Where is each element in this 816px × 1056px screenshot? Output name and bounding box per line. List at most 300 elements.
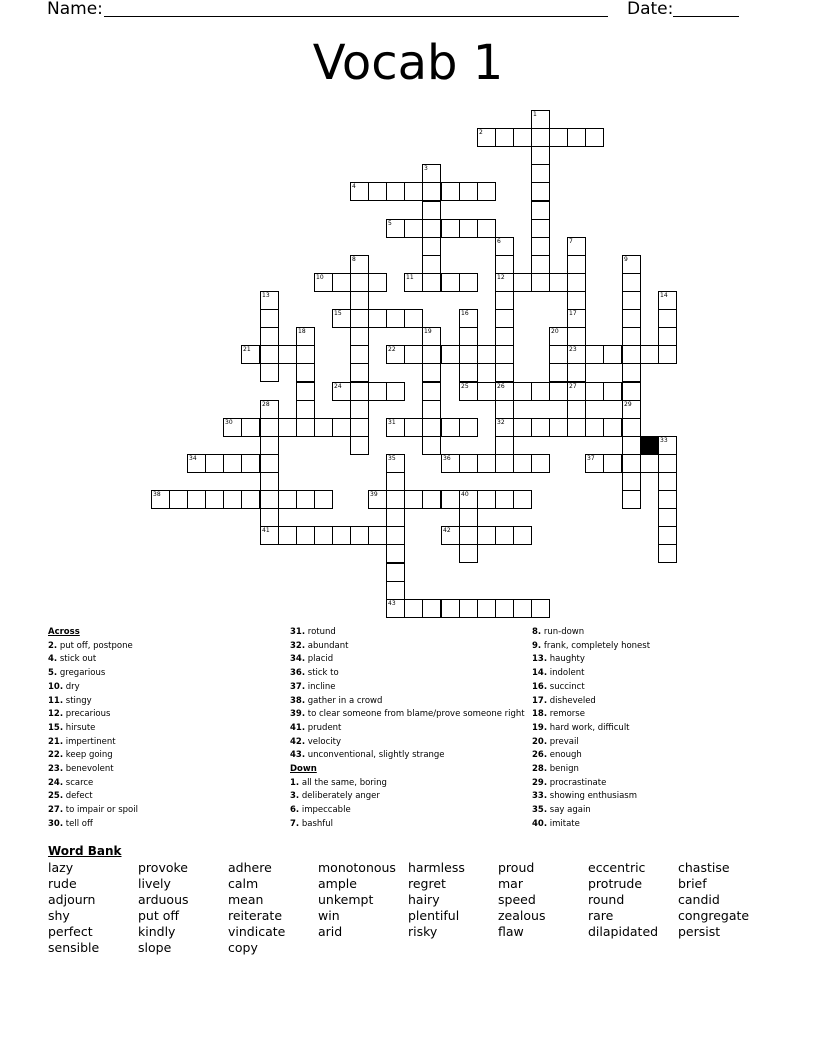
- grid-cell[interactable]: [658, 490, 677, 509]
- grid-cell[interactable]: [567, 382, 586, 401]
- grid-cell[interactable]: [495, 309, 514, 328]
- clue-number: 20: [551, 328, 559, 335]
- grid-cell[interactable]: [567, 400, 586, 419]
- grid-cell[interactable]: [332, 273, 351, 292]
- grid-cell[interactable]: [531, 382, 550, 401]
- grid-cell[interactable]: [350, 418, 369, 437]
- grid-cell[interactable]: [278, 526, 297, 545]
- grid-cell[interactable]: [386, 526, 405, 545]
- clue-item: [290, 653, 530, 667]
- grid-cell[interactable]: [531, 599, 550, 618]
- word-bank-item: mar: [498, 876, 523, 891]
- word-bank-item: calm: [228, 876, 259, 891]
- clue-number: 15.: [48, 722, 64, 733]
- grid-cell[interactable]: [314, 490, 333, 509]
- grid-cell[interactable]: [477, 454, 496, 473]
- grid-cell[interactable]: [187, 454, 206, 473]
- grid-cell[interactable]: [531, 201, 550, 220]
- grid-cell[interactable]: [368, 382, 387, 401]
- grid-cell[interactable]: [567, 327, 586, 346]
- clue-text: imitate: [549, 818, 580, 829]
- grid-cell[interactable]: [404, 273, 423, 292]
- grid-cell[interactable]: [422, 327, 441, 346]
- clue-item: [48, 763, 288, 777]
- grid-cell[interactable]: [260, 327, 279, 346]
- grid-cell[interactable]: [386, 382, 405, 401]
- grid-cell[interactable]: [350, 327, 369, 346]
- grid-cell[interactable]: [368, 309, 387, 328]
- grid-cell[interactable]: [567, 309, 586, 328]
- grid-cell[interactable]: [549, 327, 568, 346]
- grid-cell[interactable]: [531, 164, 550, 183]
- grid-cell[interactable]: [386, 345, 405, 364]
- grid-cell[interactable]: [404, 418, 423, 437]
- grid-cell[interactable]: [622, 472, 641, 491]
- grid-cell[interactable]: [422, 219, 441, 238]
- grid-cell[interactable]: [585, 418, 604, 437]
- clue-text: all the same, boring: [301, 777, 387, 788]
- grid-cell[interactable]: [260, 508, 279, 527]
- grid-cell[interactable]: [622, 255, 641, 274]
- grid-cell[interactable]: [658, 508, 677, 527]
- grid-cell[interactable]: [223, 490, 242, 509]
- grid-cell[interactable]: [422, 599, 441, 618]
- grid-cell[interactable]: [640, 345, 659, 364]
- clue-item: [290, 777, 530, 791]
- clue-item: [532, 749, 772, 763]
- clue-number: 29: [624, 401, 632, 408]
- grid-cell[interactable]: [422, 345, 441, 364]
- clue-number: 20.: [532, 736, 548, 747]
- grid-cell[interactable]: [567, 345, 586, 364]
- grid-cell[interactable]: [350, 291, 369, 310]
- grid-cell[interactable]: [477, 128, 496, 147]
- grid-cell[interactable]: [495, 526, 514, 545]
- clue-number: 42.: [290, 736, 306, 747]
- grid-cell[interactable]: [350, 526, 369, 545]
- grid-cell[interactable]: [260, 345, 279, 364]
- grid-cell[interactable]: [658, 472, 677, 491]
- grid-cell[interactable]: [513, 490, 532, 509]
- grid-cell[interactable]: [477, 219, 496, 238]
- grid-cell[interactable]: [585, 345, 604, 364]
- grid-cell[interactable]: [495, 490, 514, 509]
- grid-cell[interactable]: [477, 382, 496, 401]
- clue-number: 9.: [532, 640, 542, 651]
- grid-cell[interactable]: [241, 454, 260, 473]
- grid-cell[interactable]: [441, 454, 460, 473]
- grid-cell[interactable]: [260, 363, 279, 382]
- clue-item: [532, 790, 772, 804]
- grid-cell[interactable]: [567, 237, 586, 256]
- grid-cell[interactable]: [260, 526, 279, 545]
- clue-number: 40: [461, 491, 469, 498]
- grid-cell[interactable]: [513, 526, 532, 545]
- grid-cell[interactable]: [603, 382, 622, 401]
- clue-number: 4.: [48, 654, 58, 665]
- grid-cell[interactable]: [422, 255, 441, 274]
- word-bank-item: zealous: [498, 908, 546, 923]
- grid-cell[interactable]: [658, 454, 677, 473]
- grid-cell[interactable]: [495, 400, 514, 419]
- word-bank-item: eccentric: [588, 860, 646, 875]
- grid-cell[interactable]: [658, 327, 677, 346]
- clue-text: disheveled: [549, 695, 596, 706]
- grid-cell[interactable]: [622, 382, 641, 401]
- grid-cell[interactable]: [459, 182, 478, 201]
- clues-column-3: [532, 626, 772, 832]
- grid-cell[interactable]: [386, 563, 405, 582]
- grid-cell[interactable]: [495, 599, 514, 618]
- grid-cell[interactable]: [658, 526, 677, 545]
- grid-cell[interactable]: [422, 164, 441, 183]
- grid-cell[interactable]: [260, 418, 279, 437]
- word-bank-item: shy: [48, 908, 70, 923]
- grid-cell[interactable]: [531, 182, 550, 201]
- grid-cell[interactable]: [477, 526, 496, 545]
- clue-text: stingy: [65, 695, 92, 706]
- grid-cell[interactable]: [278, 490, 297, 509]
- grid-cell[interactable]: [422, 400, 441, 419]
- grid-cell[interactable]: [350, 382, 369, 401]
- grid-cell[interactable]: [459, 418, 478, 437]
- grid-cell[interactable]: [404, 182, 423, 201]
- grid-cell[interactable]: [513, 599, 532, 618]
- clue-item: [532, 708, 772, 722]
- grid-cell[interactable]: [658, 345, 677, 364]
- grid-cell[interactable]: [404, 490, 423, 509]
- grid-cell[interactable]: [441, 418, 460, 437]
- grid-cell[interactable]: [495, 255, 514, 274]
- grid-cell[interactable]: [441, 526, 460, 545]
- grid-cell[interactable]: [314, 418, 333, 437]
- grid-cell[interactable]: [422, 237, 441, 256]
- grid-cell[interactable]: [296, 526, 315, 545]
- grid-cell[interactable]: [495, 382, 514, 401]
- grid-cell[interactable]: [386, 418, 405, 437]
- grid-cell[interactable]: [350, 345, 369, 364]
- grid-cell[interactable]: [278, 418, 297, 437]
- grid-cell[interactable]: [658, 291, 677, 310]
- grid-cell[interactable]: [332, 382, 351, 401]
- word-bank-item: candid: [678, 892, 720, 907]
- grid-cell[interactable]: [368, 182, 387, 201]
- grid-cell[interactable]: [422, 273, 441, 292]
- clue-number: 31: [388, 419, 396, 426]
- grid-cell[interactable]: [260, 454, 279, 473]
- grid-cell[interactable]: [296, 345, 315, 364]
- grid-cell[interactable]: [495, 237, 514, 256]
- grid-cell[interactable]: [622, 400, 641, 419]
- grid-cell[interactable]: [386, 508, 405, 527]
- grid-cell[interactable]: [459, 454, 478, 473]
- clue-item: [532, 763, 772, 777]
- grid-cell[interactable]: [549, 382, 568, 401]
- clue-item: [48, 790, 288, 804]
- grid-cell[interactable]: [495, 128, 514, 147]
- grid-cell[interactable]: [151, 490, 170, 509]
- grid-cell[interactable]: [459, 273, 478, 292]
- grid-cell[interactable]: [531, 237, 550, 256]
- grid-cell[interactable]: [459, 490, 478, 509]
- grid-cell[interactable]: [422, 363, 441, 382]
- grid-cell[interactable]: [260, 436, 279, 455]
- grid-cell[interactable]: [260, 472, 279, 491]
- grid-cell[interactable]: [585, 128, 604, 147]
- clue-item: [290, 640, 530, 654]
- grid-cell[interactable]: [241, 345, 260, 364]
- grid-cell[interactable]: [422, 436, 441, 455]
- clue-number: 34: [189, 455, 197, 462]
- grid-cell[interactable]: [549, 418, 568, 437]
- grid-cell[interactable]: [531, 146, 550, 165]
- grid-cell[interactable]: [241, 418, 260, 437]
- word-bank-item: lazy: [48, 860, 74, 875]
- clue-number: 40.: [532, 818, 548, 829]
- grid-cell[interactable]: [622, 454, 641, 473]
- grid-cell[interactable]: [422, 382, 441, 401]
- grid-cell[interactable]: [350, 436, 369, 455]
- grid-cell[interactable]: [368, 526, 387, 545]
- clue-text: prevail: [549, 736, 579, 747]
- grid-cell[interactable]: [567, 363, 586, 382]
- grid-cell[interactable]: [567, 255, 586, 274]
- clue-text: stick to: [307, 668, 339, 679]
- grid-cell[interactable]: [404, 309, 423, 328]
- grid-cell[interactable]: [549, 128, 568, 147]
- grid-cell[interactable]: [459, 219, 478, 238]
- grid-cell[interactable]: [296, 490, 315, 509]
- grid-cell[interactable]: [549, 273, 568, 292]
- grid-cell[interactable]: [386, 472, 405, 491]
- grid-cell[interactable]: [422, 490, 441, 509]
- grid-cell[interactable]: [477, 182, 496, 201]
- grid-cell[interactable]: [495, 454, 514, 473]
- grid-cell[interactable]: [459, 309, 478, 328]
- grid-cell[interactable]: [260, 490, 279, 509]
- grid-cell[interactable]: [513, 128, 532, 147]
- clue-number: 2: [479, 129, 483, 136]
- grid-cell[interactable]: [386, 599, 405, 618]
- grid-cell[interactable]: [350, 363, 369, 382]
- grid-cell[interactable]: [531, 255, 550, 274]
- clue-number: 34.: [290, 654, 306, 665]
- grid-cell[interactable]: [260, 400, 279, 419]
- grid-cell[interactable]: [622, 345, 641, 364]
- grid-cell[interactable]: [441, 273, 460, 292]
- grid-cell[interactable]: [350, 182, 369, 201]
- grid-cell[interactable]: [531, 128, 550, 147]
- word-bank-item: vindicate: [228, 924, 286, 939]
- grid-cell[interactable]: [404, 599, 423, 618]
- grid-cell[interactable]: [531, 418, 550, 437]
- grid-cell[interactable]: [658, 544, 677, 563]
- grid-cell[interactable]: [622, 327, 641, 346]
- grid-cell[interactable]: [585, 382, 604, 401]
- grid-cell[interactable]: [241, 490, 260, 509]
- grid-cell[interactable]: [332, 309, 351, 328]
- grid-cell[interactable]: [441, 599, 460, 618]
- word-bank: [48, 860, 768, 960]
- grid-cell[interactable]: [622, 418, 641, 437]
- grid-cell[interactable]: [441, 345, 460, 364]
- grid-cell[interactable]: [386, 182, 405, 201]
- clue-text: abundant: [307, 640, 349, 651]
- grid-cell[interactable]: [549, 363, 568, 382]
- grid-cell[interactable]: [513, 273, 532, 292]
- clue-text: enough: [549, 750, 582, 761]
- grid-cell[interactable]: [441, 490, 460, 509]
- grid-cell[interactable]: [422, 182, 441, 201]
- grid-cell[interactable]: [386, 219, 405, 238]
- grid-cell[interactable]: [386, 581, 405, 600]
- grid-cell[interactable]: [404, 345, 423, 364]
- grid-cell[interactable]: [296, 363, 315, 382]
- grid-cell[interactable]: [386, 454, 405, 473]
- clue-number: 11.: [48, 695, 64, 706]
- grid-cell[interactable]: [332, 526, 351, 545]
- clue-text: say again: [549, 805, 591, 816]
- clue-item: [290, 790, 530, 804]
- clue-text: showing enthusiasm: [549, 791, 638, 802]
- grid-cell[interactable]: [368, 273, 387, 292]
- grid-cell[interactable]: [296, 400, 315, 419]
- grid-cell[interactable]: [187, 490, 206, 509]
- grid-cell[interactable]: [622, 490, 641, 509]
- grid-cell[interactable]: [495, 363, 514, 382]
- grid-cell[interactable]: [531, 110, 550, 129]
- word-bank-item: rare: [588, 908, 614, 923]
- grid-cell[interactable]: [350, 255, 369, 274]
- clue-number: 14.: [532, 668, 548, 679]
- word-bank-item: perfect: [48, 924, 93, 939]
- grid-cell[interactable]: [640, 454, 659, 473]
- grid-cell[interactable]: [658, 436, 677, 455]
- clue-number: 14: [660, 292, 668, 299]
- grid-cell[interactable]: [169, 490, 188, 509]
- grid-cell[interactable]: [459, 345, 478, 364]
- grid-cell[interactable]: [603, 418, 622, 437]
- clue-number: 10.: [48, 681, 64, 692]
- grid-cell[interactable]: [495, 418, 514, 437]
- clue-number: 10: [316, 274, 324, 281]
- grid-cell[interactable]: [441, 182, 460, 201]
- clue-number: 30: [225, 419, 233, 426]
- grid-cell[interactable]: [622, 436, 641, 455]
- clue-number: 6.: [290, 805, 300, 816]
- grid-cell[interactable]: [622, 309, 641, 328]
- grid-cell[interactable]: [260, 309, 279, 328]
- grid-cell[interactable]: [495, 436, 514, 455]
- clue-number: 3.: [290, 791, 300, 802]
- grid-cell[interactable]: [585, 454, 604, 473]
- grid-cell[interactable]: [459, 599, 478, 618]
- grid-cell[interactable]: [531, 219, 550, 238]
- grid-cell[interactable]: [459, 327, 478, 346]
- clue-text: dry: [65, 681, 80, 692]
- word-bank-item: proud: [498, 860, 535, 875]
- grid-cell[interactable]: [459, 508, 478, 527]
- clue-text: bashful: [301, 818, 334, 829]
- grid-cell[interactable]: [495, 273, 514, 292]
- grid-cell[interactable]: [477, 345, 496, 364]
- grid-cell[interactable]: [567, 273, 586, 292]
- grid-cell[interactable]: [441, 219, 460, 238]
- grid-cell[interactable]: [422, 418, 441, 437]
- grid-cell[interactable]: [658, 309, 677, 328]
- grid-cell[interactable]: [622, 363, 641, 382]
- grid-cell[interactable]: [205, 490, 224, 509]
- grid-cell[interactable]: [350, 400, 369, 419]
- grid-cell[interactable]: [350, 309, 369, 328]
- grid-cell[interactable]: [549, 345, 568, 364]
- grid-cell[interactable]: [622, 291, 641, 310]
- clue-number: 1.: [290, 777, 300, 788]
- grid-cell[interactable]: [603, 454, 622, 473]
- grid-cell[interactable]: [459, 526, 478, 545]
- clue-number: 2.: [48, 640, 58, 651]
- grid-cell[interactable]: [368, 490, 387, 509]
- grid-cell[interactable]: [531, 454, 550, 473]
- grid-cell[interactable]: [260, 291, 279, 310]
- grid-cell[interactable]: [513, 382, 532, 401]
- grid-cell[interactable]: [567, 128, 586, 147]
- word-bank-item: provoke: [138, 860, 188, 875]
- grid-cell[interactable]: [296, 382, 315, 401]
- grid-cell[interactable]: [477, 599, 496, 618]
- grid-cell[interactable]: [567, 418, 586, 437]
- date-label: Date:: [627, 0, 674, 19]
- grid-cell[interactable]: [205, 454, 224, 473]
- grid-cell[interactable]: [223, 454, 242, 473]
- grid-cell[interactable]: [404, 219, 423, 238]
- grid-cell[interactable]: [603, 345, 622, 364]
- clue-text: tell off: [65, 818, 93, 829]
- grid-cell[interactable]: [350, 273, 369, 292]
- grid-cell[interactable]: [422, 201, 441, 220]
- grid-cell[interactable]: [459, 382, 478, 401]
- clue-number: 35: [388, 455, 396, 462]
- clue-text: succinct: [549, 681, 585, 692]
- grid-cell[interactable]: [459, 363, 478, 382]
- grid-cell[interactable]: [278, 345, 297, 364]
- grid-cell[interactable]: [223, 418, 242, 437]
- grid-cell[interactable]: [332, 418, 351, 437]
- grid-cell[interactable]: [513, 418, 532, 437]
- grid-cell[interactable]: [513, 454, 532, 473]
- grid-cell[interactable]: [531, 273, 550, 292]
- grid-cell[interactable]: [459, 544, 478, 563]
- grid-cell[interactable]: [495, 327, 514, 346]
- grid-cell[interactable]: [314, 526, 333, 545]
- grid-cell[interactable]: [296, 418, 315, 437]
- grid-cell[interactable]: [622, 273, 641, 292]
- grid-cell[interactable]: [386, 309, 405, 328]
- grid-cell[interactable]: [477, 490, 496, 509]
- grid-cell[interactable]: [296, 327, 315, 346]
- grid-cell[interactable]: [386, 490, 405, 509]
- grid-cell[interactable]: [495, 345, 514, 364]
- grid-cell[interactable]: [567, 291, 586, 310]
- word-bank-item: flaw: [498, 924, 524, 939]
- clue-number: 11: [406, 274, 414, 281]
- grid-cell[interactable]: [386, 544, 405, 563]
- clue-number: 26: [497, 383, 505, 390]
- clue-item: [48, 653, 288, 667]
- grid-cell[interactable]: [314, 273, 333, 292]
- word-bank-item: congregate: [678, 908, 750, 923]
- grid-cell[interactable]: [495, 291, 514, 310]
